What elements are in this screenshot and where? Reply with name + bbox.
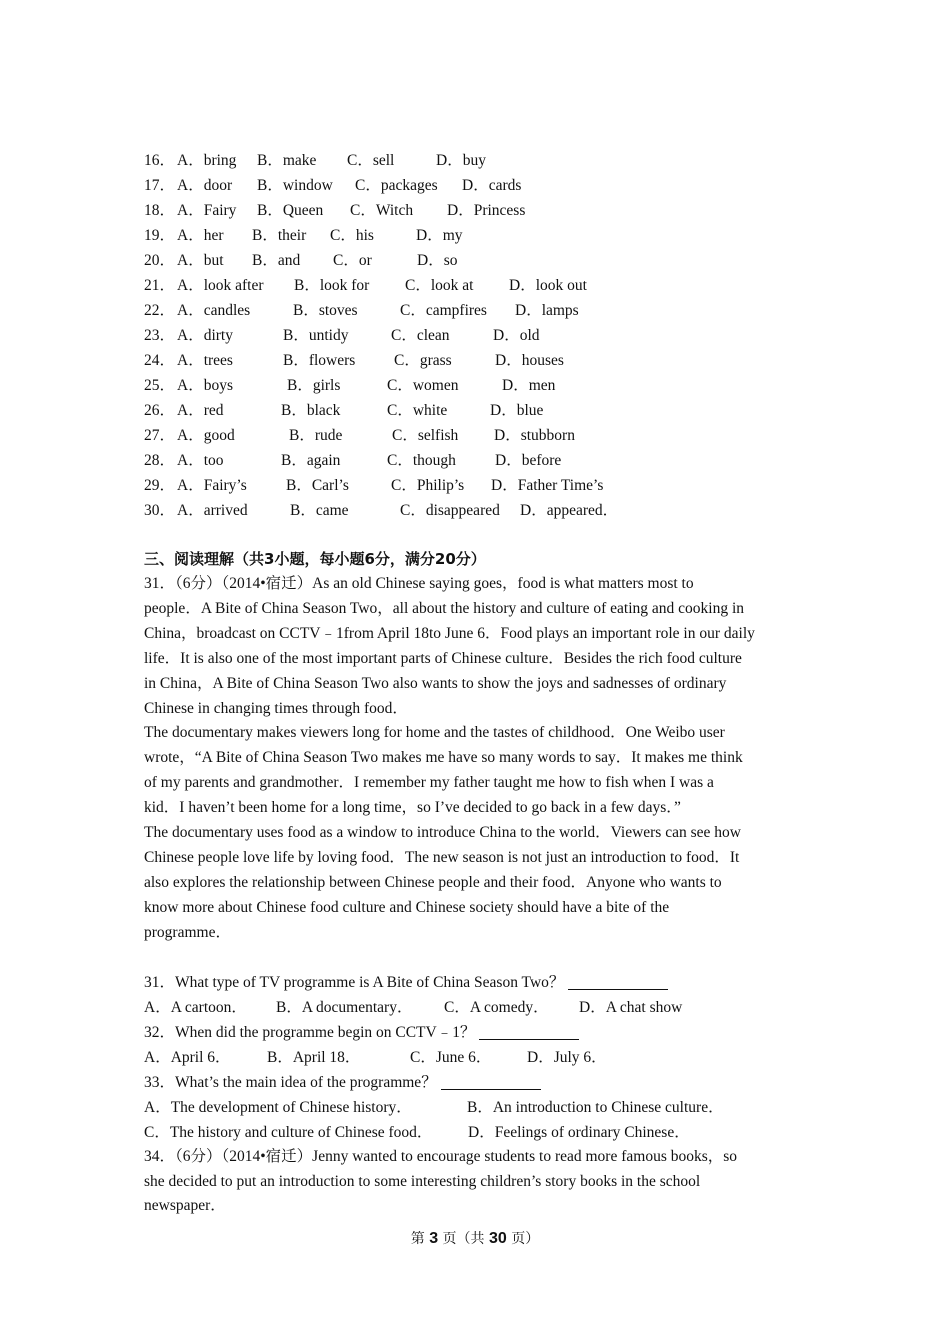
passage-line: she decided to put an introduction to some interesting children’s story books in the school (144, 1172, 701, 1190)
option-d: D．look out (509, 277, 587, 294)
option-a: A．red (177, 402, 224, 419)
question-number: 24． (144, 352, 176, 369)
page-footer: 第 3 页（共 30 页） (410, 1230, 540, 1247)
option-d: D．buy (436, 152, 486, 169)
option-c: C．sell (347, 152, 395, 169)
cloze-option-row (144, 273, 812, 298)
question-list (144, 970, 812, 1145)
option-c: C．disappeared (400, 502, 500, 519)
passage-line: of my parents and grandmother．I remember my father taught me how to fish when I was a (144, 774, 714, 792)
option-b: B．Queen (257, 202, 324, 219)
passage-line: kid．I haven’t been home for a long time，so I’ve decided to go back in a few days．” (144, 799, 681, 817)
option-c: C．his (330, 227, 374, 244)
option-a: A．trees (177, 352, 233, 369)
answer-blank[interactable] (441, 1073, 541, 1090)
cloze-option-row (144, 323, 812, 348)
option-a: A．good (177, 427, 235, 444)
answer-option[interactable]: B．An introduction to Chinese culture． (467, 1098, 724, 1116)
answer-option[interactable]: D．Feelings of ordinary Chinese． (468, 1123, 690, 1141)
question-number: 29． (144, 477, 176, 494)
option-d: D．stubborn (494, 427, 575, 444)
page-number: 3 (429, 1230, 439, 1247)
option-c: C．Philip’s (391, 477, 465, 494)
answer-option[interactable]: B．April 18． (267, 1048, 361, 1066)
answer-options-row (144, 1095, 812, 1120)
cloze-option-row (144, 198, 812, 223)
option-b: B．came (290, 502, 349, 519)
option-b: B．window (257, 177, 333, 194)
passage-line: know more about Chinese food culture and Chinese society should have a bite of the (144, 898, 670, 916)
cloze-option-row (144, 298, 812, 323)
answer-option[interactable]: C．June 6． (410, 1048, 492, 1066)
option-b: B．Carl’s (286, 477, 349, 494)
option-a: A．too (177, 452, 224, 469)
question-number: 27． (144, 427, 176, 444)
option-c: C．women (387, 377, 459, 394)
cloze-option-row (144, 373, 812, 398)
cloze-option-row (144, 423, 812, 448)
passage-line: The documentary makes viewers long for home and the tastes of childhood．One Weibo user (144, 724, 725, 742)
option-a: A．her (177, 227, 224, 244)
passage-line: The documentary uses food as a window to introduce China to the world．Viewers can see how (144, 824, 741, 842)
option-d: D．men (502, 377, 556, 394)
option-c: C．selfish (392, 427, 459, 444)
question-stem: 32．When did the programme begin on CCTV﹣1？ (144, 1020, 812, 1045)
option-a: A．Fairy (177, 202, 237, 219)
option-a: A．candles (177, 302, 251, 319)
option-d: D．before (495, 452, 562, 469)
passage-line: people．A Bite of China Season Two，all about the history and culture of eating and cooking in (144, 599, 744, 617)
option-c: C．clean (391, 327, 450, 344)
question-number: 23． (144, 327, 176, 344)
option-d: D．appeared． (520, 502, 619, 519)
reading-passage-34 (144, 1145, 812, 1220)
passage-line: programme． (144, 923, 231, 941)
option-a: A．arrived (177, 502, 248, 519)
option-b: B．rude (289, 427, 343, 444)
option-c: C．look at (405, 277, 474, 294)
passage-line: newspaper． (144, 1197, 226, 1215)
question-stem: 33．What’s the main idea of the programme？ (144, 1070, 812, 1095)
option-d: D．Father Time’s (491, 477, 604, 494)
passage-line: Chinese in changing times through food． (144, 699, 408, 717)
answer-options-row (144, 1045, 812, 1070)
cloze-option-row (144, 173, 812, 198)
reading-passage-31 (144, 572, 812, 946)
answer-option[interactable]: D．July 6． (527, 1048, 607, 1066)
cloze-option-row (144, 448, 812, 473)
cloze-option-row (144, 498, 812, 523)
question-number: 22． (144, 302, 176, 319)
passage-line: in China，A Bite of China Season Two also wants to show the joys and sadnesses of ordinary (144, 674, 727, 692)
question-number: 26． (144, 402, 176, 419)
answer-options-row (144, 995, 812, 1020)
option-d: D．houses (495, 352, 564, 369)
page-content (144, 148, 812, 1219)
passage-line: 31．（6分）（2014•宿迁）As an old Chinese saying goes，food is what matters most to (144, 575, 694, 592)
cloze-option-row (144, 248, 812, 273)
cloze-option-row (144, 148, 812, 173)
option-b: B．again (281, 452, 341, 469)
option-d: D．lamps (515, 302, 579, 319)
question-number: 28． (144, 452, 176, 469)
option-d: D．Princess (447, 202, 526, 219)
section-title: 三、阅读理解（共3小题，每小题6分，满分20分） (144, 550, 486, 568)
option-c: C．campfires (400, 302, 487, 319)
option-a: A．door (177, 177, 233, 194)
option-c: C．though (387, 452, 456, 469)
cloze-option-row (144, 398, 812, 423)
question-number: 19． (144, 227, 176, 244)
question-number: 16． (144, 152, 176, 169)
question-number: 30． (144, 502, 176, 519)
option-c: C．white (387, 402, 448, 419)
cloze-option-row (144, 223, 812, 248)
option-a: A．boys (177, 377, 233, 394)
answer-option[interactable]: D．A chat show (579, 998, 683, 1016)
question-number: 25． (144, 377, 176, 394)
answer-option[interactable]: C．A comedy． (444, 998, 549, 1016)
option-a: A．bring (177, 152, 237, 169)
passage-line: wrote，“A Bite of China Season Two makes me have so many words to say．It makes me think (144, 749, 743, 767)
option-b: B．make (257, 152, 317, 169)
answer-option[interactable]: B．A documentary． (276, 998, 413, 1016)
option-b: B．girls (287, 377, 341, 394)
question-number: 17． (144, 177, 176, 194)
answer-option[interactable]: C．The history and culture of Chinese food． (144, 1123, 433, 1141)
passage-line: China，broadcast on CCTV﹣1from April 18to June 6．Food plays an important role in our daily (144, 624, 755, 642)
passage-line: 34．（6分）（2014•宿迁）Jenny wanted to encourage students to read more famous books，so (144, 1147, 738, 1165)
option-c: C．or (333, 252, 372, 269)
option-b: B．and (252, 252, 301, 269)
option-b: B．flowers (283, 352, 356, 369)
option-a: A．Fairy’s (177, 477, 247, 494)
option-c: C．packages (355, 177, 438, 194)
answer-option[interactable]: A．The development of Chinese history． (144, 1098, 412, 1116)
question-number: 18． (144, 202, 176, 219)
answer-options-row (144, 1120, 812, 1145)
passage-line: life．It is also one of the most important parts of Chinese culture．Besides the rich food culture (144, 649, 742, 667)
question-stem: 31．What type of TV programme is A Bite of China Season Two？ (144, 970, 812, 995)
option-a: A．look after (177, 277, 264, 294)
passage-line: also explores the relationship between Chinese people and their food．Anyone who wants to (144, 873, 722, 891)
option-a: A．dirty (177, 327, 233, 344)
option-b: B．untidy (283, 327, 349, 344)
answer-option[interactable]: A．April 6． (144, 1048, 231, 1066)
option-c: C．Witch (350, 202, 414, 219)
option-d: D．cards (462, 177, 522, 194)
option-a: A．but (177, 252, 224, 269)
answer-blank[interactable] (479, 1023, 579, 1040)
option-d: D．old (493, 327, 540, 344)
option-d: D．so (417, 252, 458, 269)
option-b: B．black (281, 402, 341, 419)
question-number: 20． (144, 252, 176, 269)
cloze-option-row (144, 473, 812, 498)
option-b: B．stoves (293, 302, 358, 319)
option-d: D．blue (490, 402, 544, 419)
question-number: 21． (144, 277, 176, 294)
answer-option[interactable]: A．A cartoon． (144, 998, 247, 1016)
passage-line: Chinese people love life by loving food．The new season is not just an introduction to food．It (144, 848, 740, 866)
option-b: B．look for (294, 277, 370, 294)
answer-blank[interactable] (568, 973, 668, 990)
cloze-option-row (144, 348, 812, 373)
option-d: D．my (416, 227, 463, 244)
option-c: C．grass (394, 352, 452, 369)
cloze-options-list (144, 148, 812, 523)
total-pages: 30 (489, 1230, 507, 1247)
option-b: B．their (252, 227, 307, 244)
